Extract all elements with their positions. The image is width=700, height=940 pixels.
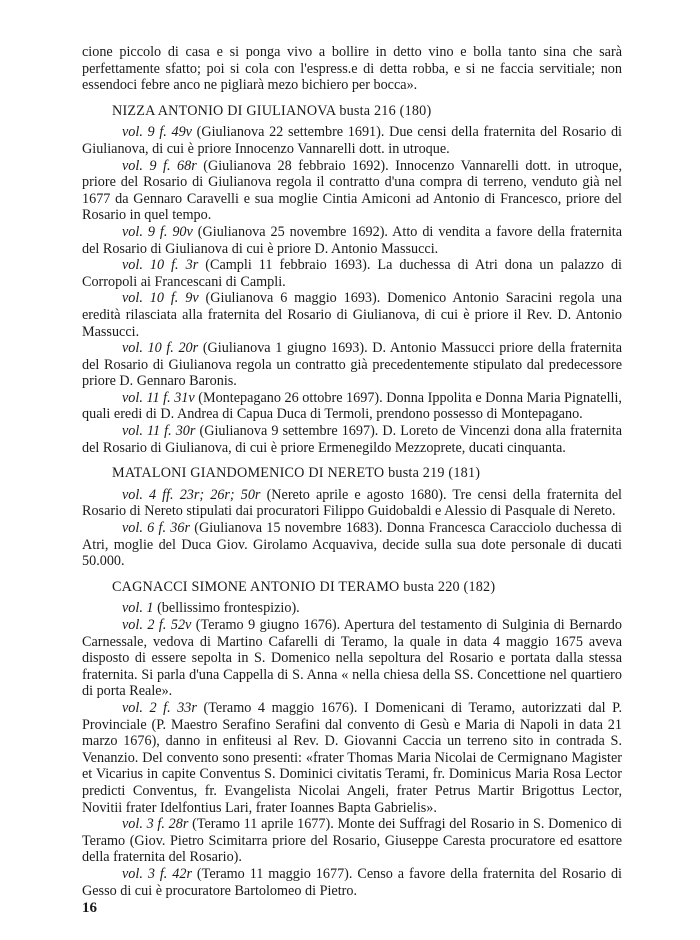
entry-text: (Montepagano 26 ottobre 1697). Donna Ippolita e Donna Maria Pignatelli, quali eredi di D. Andrea di Capua Duca di Termoli, prendono possesso di Montepagano. [82, 389, 622, 423]
entry-text: (Giulianova 1 giugno 1693). D. Antonio Massucci priore della fraternita del Rosario di Giulianova regola un contratto già precedentemente stipulato dal predecessore priore D. Gennaro Baronis. [82, 340, 623, 390]
register-entry [82, 224, 622, 257]
section-heading: NIZZA ANTONIO DI GIULIANOVA busta 216 (180) [112, 102, 432, 119]
register-entry [82, 124, 622, 157]
register-entry [82, 600, 622, 617]
register-entry [82, 487, 622, 520]
volume-reference: vol. 3 f. 42r [122, 865, 192, 882]
entry-text: (Giulianova 15 novembre 1683). Donna Francesca Caracciolo duchessa di Atri, moglie del Duca Giov. Girolamo Acquaviva, decide sulla sua dote personale di ducati 50.000. [82, 520, 622, 570]
volume-reference: vol. 3 f. 28r [122, 816, 189, 833]
register-entry [82, 520, 622, 570]
entry-text: (Giulianova 9 settembre 1697). D. Loreto de Vincenzi dona alla fraternita del Rosario di Giulianova, di cui è priore Ermenegildo Mezzoprete, ducati cinquanta. [82, 423, 622, 456]
register-entry [82, 340, 622, 390]
volume-reference: vol. 9 f. 68r [122, 157, 197, 174]
entry-text: (Giulianova 25 novembre 1692). Atto di vendita a favore della fraternita del Rosario di Giulianova di cui è priore D. Antonio Massucci. [82, 223, 622, 257]
register-entry [82, 290, 622, 340]
volume-reference: vol. 1 [122, 600, 154, 617]
volume-reference: vol. 9 f. 49v [122, 124, 192, 141]
entry-text: (Nereto aprile e agosto 1680). Tre censi della fraternita del Rosario di Nereto stipulati dai procuratori Filippo Guidobaldi e Alessio di Pasquale di Nereto. [82, 486, 623, 520]
volume-reference: vol. 2 f. 33r [122, 699, 197, 716]
register-entry [82, 390, 622, 423]
register-entry [82, 816, 622, 866]
entry-text: (Giulianova 28 febbraio 1692). Innocenzo Vannarelli dott. in utroque, priore del Rosario di Giulianova regola il contratto d'una compra di terreno, venduto già nel 1677 da Gennaro Caravelli e sua moglie Cintia Amiconi ad Antonio di Francesco, priore del Rosario in quel tempo. [82, 157, 622, 224]
section-heading: CAGNACCI SIMONE ANTONIO DI TERAMO busta 220 (182) [112, 578, 496, 595]
entry-text: (Teramo 4 maggio 1676). I Domenicani di Teramo, autorizzati dal P. Provinciale (P. Maestro Serafino Serafini dal convento di Gesù e Maria di Napoli in data 21 marzo 1676), danno in enfiteusi al Rev. D. Giovanni Caccia un terreno sito in contrada S. Venanzio. Del convento sono presenti: «frater Thomas Maria Nicolai de Cermignano Magister et Vicarius in capite Conventus S. Dominici civitatis Terami, fr. Dominicus Maria Rosa Lector predicti Conventus, fr. Evangelista Nicolai Angeli, frater Petrus Martir Brigottus Lector, Novitii frater Idelfontius Lari, frater Ioannes Bapta Gabrielis». [82, 699, 623, 816]
page-number: 16 [82, 900, 97, 916]
entry-text: (Campli 11 febbraio 1693). La duchessa di Atri dona un palazzo di Corropoli ai Francescani di Campli. [82, 257, 622, 290]
entry-text: (Teramo 9 giugno 1676). Apertura del testamento di Sulginia di Bernardo Carnessale, vedova di Martino Cafarelli di Teramo, la quale in data 4 maggio 1675 aveva disposto di essere sepolta in S. Domenico nella sepoltura del Rosario e portata dalla stessa fraternita. Si parla d'una Cappella di S. Anna « nella chiesa della SS. Concettione nel quartiero di porta Reale». [82, 617, 622, 700]
volume-reference: vol. 10 f. 3r [122, 257, 199, 274]
register-entry [82, 866, 622, 899]
register-entry [82, 617, 622, 700]
entry-text: (Teramo 11 maggio 1677). Censo a favore della fraternita del Rosario di Gesso di cui è procuratore Bartolomeo di Pietro. [82, 865, 622, 899]
volume-reference: vol. 4 ff. 23r; 26r; 50r [122, 486, 261, 503]
document-body [82, 44, 622, 899]
entry-text: (Giulianova 22 settembre 1691). Due censi della fraternita del Rosario di Giulianova, di cui è priore Innocenzo Vannarelli dott. in utroque. [82, 124, 622, 157]
volume-reference: vol. 9 f. 90v [122, 223, 193, 240]
intro-paragraph: cione piccolo di casa e si ponga vivo a bollire in detto vino e bolla tanto sina che sarà perfettamente sfatto; poi si cola con l'espress.e di detta robba, e si ne faccia servitiale; non essendoci febre anco ne pigliarà mezo bichiero per bocca». [82, 44, 622, 94]
entry-text: (Giulianova 6 maggio 1693). Domenico Antonio Saracini regola una eredità rilasciata alla fraternita del Rosario di Giulianova, di cui è priore il Rev. D. Antonio Massucci. [82, 290, 622, 340]
sections-container [82, 103, 622, 899]
register-entry [82, 257, 622, 290]
register-entry [82, 423, 622, 456]
volume-reference: vol. 10 f. 20r [122, 340, 199, 357]
volume-reference: vol. 11 f. 30r [122, 423, 196, 440]
entry-text: (bellissimo frontespizio). [153, 600, 300, 617]
volume-reference: vol. 2 f. 52v [122, 617, 192, 633]
section-heading: MATALONI GIANDOMENICO DI NERETO busta 219 (181) [112, 465, 481, 482]
volume-reference: vol. 11 f. 31v [122, 389, 195, 406]
register-entry [82, 700, 622, 816]
volume-reference: vol. 10 f. 9v [122, 290, 199, 307]
register-entry [82, 158, 622, 224]
entry-text: (Teramo 11 aprile 1677). Monte dei Suffragi del Rosario in S. Domenico di Teramo (Giov. Pietro Scimitarra priore del Rosario, Giuseppe Caresta procuratore ed esattore della fraternita del Rosario). [82, 816, 623, 866]
volume-reference: vol. 6 f. 36r [122, 520, 190, 537]
